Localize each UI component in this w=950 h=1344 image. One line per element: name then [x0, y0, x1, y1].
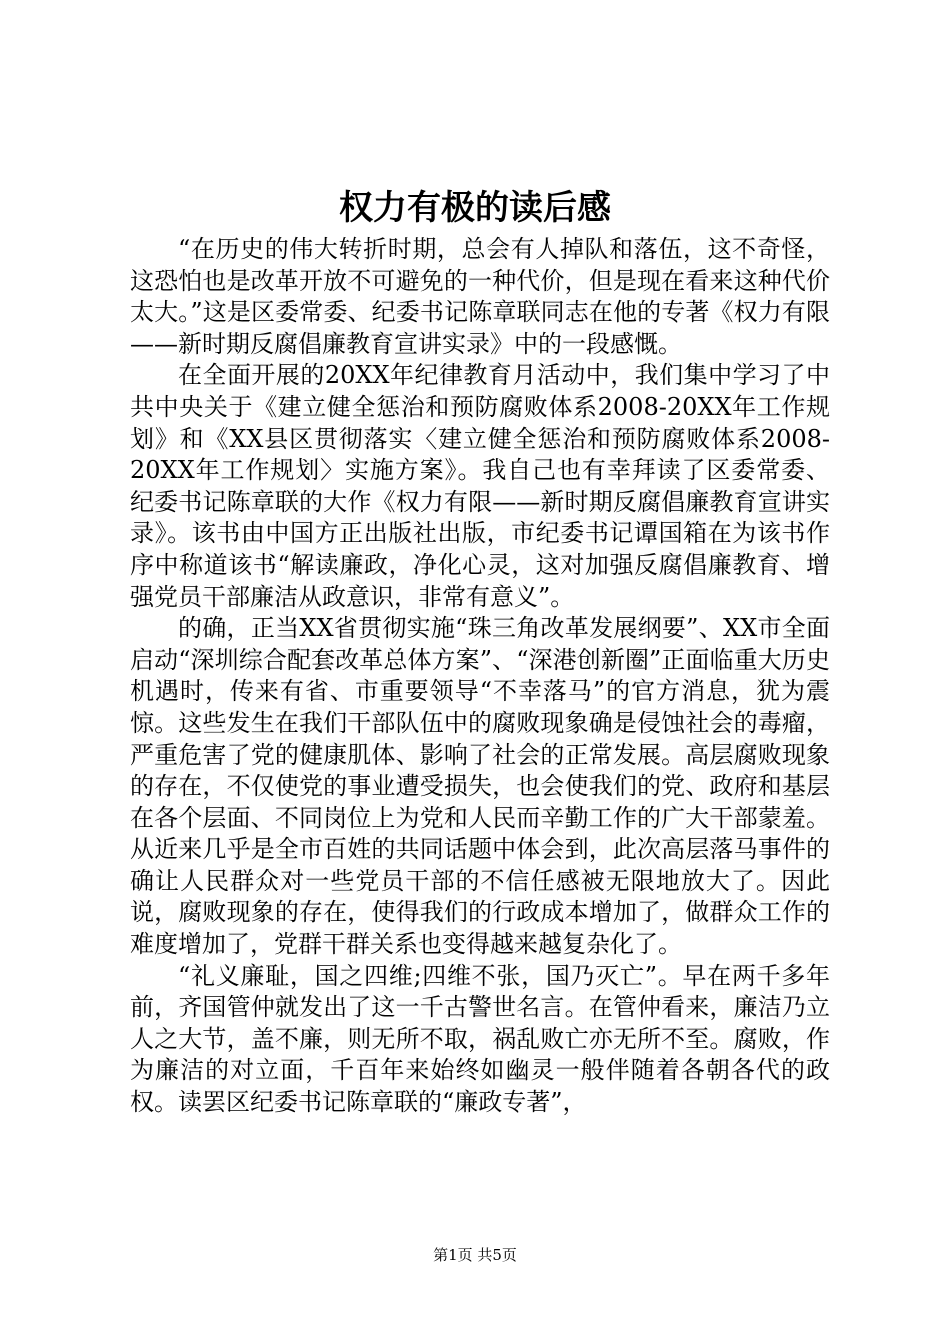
page-footer — [0, 1244, 950, 1266]
document-title: 权力有极的读后感 — [339, 188, 611, 228]
paragraph: “在历史的伟大转折时期，总会有人掉队和落伍，这不奇怪，这恐怕也是改革开放不可避免的一种代价，但是现在看来这种代价太大。”这是区委常委、纪委书记陈章联同志在他的专著《权力有限——新时期反腐倡廉教育宣讲实录》中的一段感慨。 — [130, 235, 830, 358]
page-number: 第1页 共5页 — [433, 1246, 517, 1264]
paragraph: 的确，正当XX省贯彻实施“珠三角改革发展纲要”、XX市全面启动“深圳综合配套改革总体方案”、“深港创新圈”正面临重大历史机遇时，传来有省、市重要领导“不幸落马”的官方消息，犹为震惊。这些发生在我们干部队伍中的腐败现象确是侵蚀社会的毒瘤，严重危害了党的健康肌体、影响了社会的正常发展。高层腐败现象的存在，不仅使党的事业遭受损失，也会使我们的党、政府和基层在各个层面、不同岗位上为党和人民而辛勤工作的广大干部蒙羞。从近来几乎是全市百姓的共同话题中体会到，此次高层落马事件的确让人民群众对一些党员干部的不信任感被无限地放大了。因此说，腐败现象的存在，使得我们的行政成本增加了，做群众工作的难度增加了，党群干群关系也变得越来越复杂化了。 — [130, 614, 830, 959]
document-body — [130, 234, 830, 1119]
paragraph: “礼义廉耻，国之四维;四维不张，国乃灭亡”。早在两千多年前，齐国管仲就发出了这一千古警世名言。在管仲看来，廉洁乃立人之大节，盖不廉，则无所不取，祸乱败亡亦无所不至。腐败，作为廉洁的对立面，千百年来始终如幽灵一般伴随着各朝各代的政权。读罢区纪委书记陈章联的“廉政专著”， — [130, 961, 830, 1117]
paragraph: 在全面开展的20XX年纪律教育月活动中，我们集中学习了中共中央关于《建立健全惩治和预防腐败体系2008-20XX年工作规划》和《XX县区贯彻落实〈建立健全惩治和预防腐败体系2008-20XX年工作规划〉实施方案》。我自己也有幸拜读了区委常委、纪委书记陈章联的大作《权力有限——新时期反腐倡廉教育宣讲实录》。该书由中国方正出版社出版，市纪委书记谭国箱在为该书作序中称道该书“解读廉政，净化心灵，这对加强反腐倡廉教育、增强党员干部廉洁从政意识，非常有意义”。 — [130, 361, 830, 611]
